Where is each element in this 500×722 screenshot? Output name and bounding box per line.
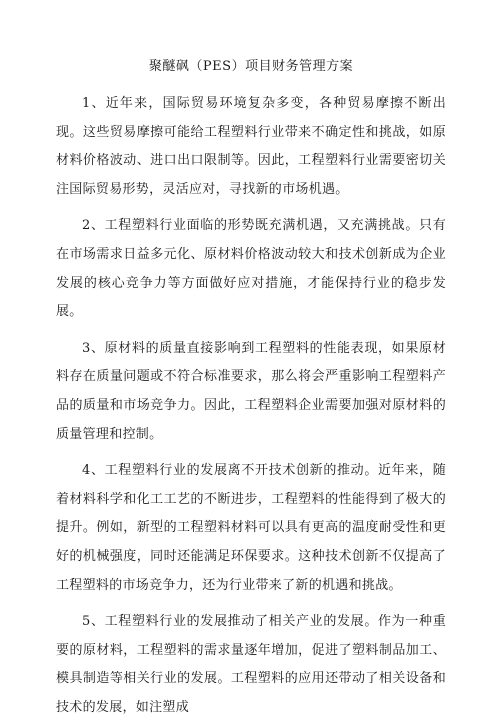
paragraph-2: 2、工程塑料行业面临的形势既充满机遇，又充满挑战。只有在市场需求日益多元化、原材料价格波动较大和技术创新成为企业发展的核心竞争力等方面做好应对措施，才能保持行业的稳步发展。 (56, 218, 446, 320)
paragraph-3: 3、原材料的质量直接影响到工程塑料的性能表现，如果原材料存在质量问题或不符合标准要求，那么将会严重影响工程塑料产品的质量和市场竞争力。因此，工程塑料企业需要加强对原材料的质量管理和控制。 (56, 340, 446, 442)
paragraph-1: 1、近年来，国际贸易环境复杂多变，各种贸易摩擦不断出现。这些贸易摩擦可能给工程塑料行业带来不确定性和挑战，如原材料价格波动、进口出口限制等。因此，工程塑料行业需要密切关注国际贸易形势，灵活应对，寻找新的市场机遇。 (56, 96, 446, 197)
document-title: 聚醚砜（PES）项目财务管理方案 (148, 59, 354, 74)
paragraph-5: 5、工程塑料行业的发展推动了相关产业的发展。作为一种重要的原材料，工程塑料的需求量逐年增加，促进了塑料制品加工、模具制造等相关行业的发展。工程塑料的应用还带动了相关设备和技术的发展，如注塑成 (56, 614, 446, 715)
paragraph-4: 4、工程塑料行业的发展离不开技术创新的推动。近年来，随着材料科学和化工工艺的不断进步，工程塑料的性能得到了极大的提升。例如，新型的工程塑料材料可以具有更高的温度耐受性和更好的机械强度，同时还能满足环保要求。这种技术创新不仅提高了工程塑料的市场竞争力，还为行业带来了新的机遇和挑战。 (56, 463, 446, 593)
